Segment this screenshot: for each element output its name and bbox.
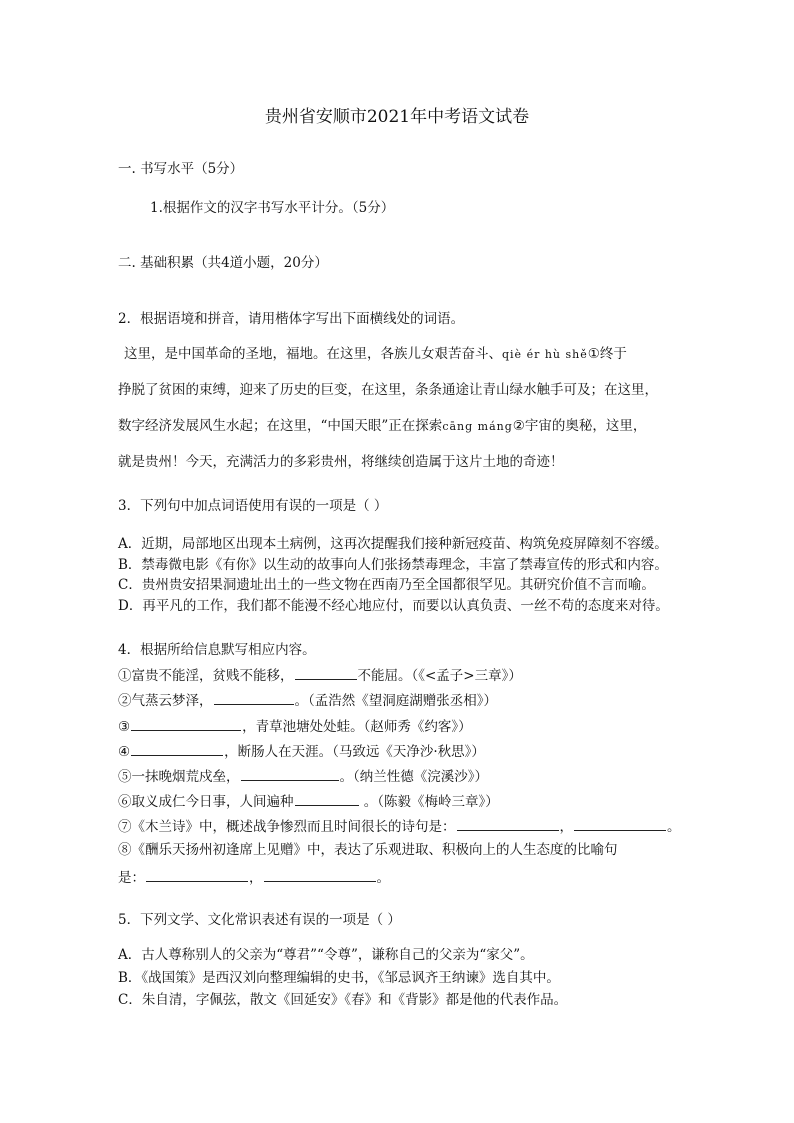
answer-blank[interactable] — [295, 791, 359, 806]
fill-text: 不能屈。（《<孟子>三章》） — [357, 668, 522, 684]
section1-heading: 一. 书写水平（5分） — [118, 161, 244, 177]
answer-blank[interactable] — [214, 690, 294, 705]
pinyin-1: qiè ér hù shě — [502, 348, 588, 361]
fill-text: ， — [249, 870, 263, 886]
answer-blank[interactable] — [457, 816, 559, 831]
question-5-option-a: A．古人尊称别人的父亲为“尊君”“令尊”，谦称自己的父亲为“家父”。 — [118, 947, 534, 963]
fill-line-2 — [118, 690, 497, 710]
fill-line-5 — [118, 766, 488, 786]
fill-line-8-continued — [118, 867, 390, 887]
question-3-prompt: 3．下列句中加点词语使用有误的一项是（ ） — [118, 498, 388, 514]
fill-text: ④ — [118, 744, 131, 760]
question-3-option-c: C．贵州贵安招果洞遗址出土的一些文物在西南乃至全国都很罕见。其研究价值不言而喻。 — [118, 577, 655, 593]
pinyin-2: cāng máng — [442, 420, 513, 433]
answer-blank[interactable] — [131, 716, 241, 731]
fill-line-1 — [118, 665, 522, 685]
fill-line-7 — [118, 816, 681, 836]
question-3-option-b: B．禁毒微电影《有你》以生动的故事向人们张扬禁毒理念，丰富了禁毒宣传的形式和内容。 — [118, 557, 668, 573]
question-3-option-d: D．再平凡的工作，我们都不能漫不经心地应付，而要以认真负责、一丝不苟的态度来对待。 — [118, 598, 669, 614]
fill-text: 。（陈毅《梅岭三章》） — [359, 794, 499, 810]
passage-text: 这里，是中国革命的圣地，福地。在这里，各族儿女艰苦奋斗、 — [124, 346, 502, 362]
question-5-prompt: 5．下列文学、文化常识表述有误的一项是（ ） — [118, 912, 401, 928]
fill-text: ⑤一抹晚烟荒戍垒， — [118, 769, 240, 785]
page-title: 贵州省安顺市2021年中考语文试卷 — [264, 107, 530, 127]
fill-line-3 — [118, 716, 472, 736]
fill-text: ， — [559, 819, 573, 835]
fill-text: ②气蒸云梦泽， — [118, 693, 213, 709]
fill-text: ，青草池塘处处蛙。（赵师秀《约客》） — [242, 719, 472, 735]
question-2-prompt: 2．根据语境和拼音，请用楷体字写出下面横线处的词语。 — [118, 311, 465, 327]
question-3-option-a: A．近期，局部地区出现本土病例，这再次提醒我们接种新冠疫苗、构筑免疫屏障刻不容缓。 — [118, 536, 668, 552]
question-5-option-c: C．朱自清，字佩弦，散文《回延安》《春》和《背影》都是他的代表作品。 — [118, 992, 568, 1008]
answer-blank[interactable] — [264, 867, 376, 882]
fill-line-4 — [118, 741, 485, 761]
fill-text: ⑦《木兰诗》中，概述战争惨烈而且时间很长的诗句是： — [118, 819, 456, 835]
fill-text: ①富贵不能淫，贫贱不能移， — [118, 668, 294, 684]
question-2-passage-line-1 — [124, 345, 627, 364]
fill-line-8: ⑧《酬乐天扬州初逢席上见赠》中，表达了乐观进取、积极向上的人生态度的比喻句 — [118, 842, 618, 858]
answer-blank[interactable] — [241, 766, 339, 781]
question-4-prompt: 4．根据所给信息默写相应内容。 — [118, 642, 316, 658]
passage-text: ②宇宙的奥秘，这里， — [512, 418, 647, 434]
fill-text: 。（孟浩然《望洞庭湖赠张丞相》） — [294, 693, 497, 709]
fill-text: ③ — [118, 719, 131, 735]
question-2-passage-line-4: 就是贵州！今天，充满活力的多彩贵州，将继续创造属于这片土地的奇迹！ — [118, 454, 564, 470]
answer-blank[interactable] — [146, 867, 248, 882]
fill-text: 。 — [376, 870, 390, 886]
question-2-passage-line-3 — [118, 417, 646, 436]
fill-text: 。（纳兰性德《浣溪沙》） — [339, 769, 488, 785]
answer-blank[interactable] — [131, 741, 223, 756]
fill-text: 是： — [118, 870, 145, 886]
question-1: 1.根据作文的汉字书写水平计分。（5分） — [150, 200, 395, 216]
fill-text: ，断肠人在天涯。（马致远《天净沙·秋思》） — [224, 744, 485, 760]
passage-text: 数字经济发展风生水起；在这里，“中国天眼”正在探索 — [118, 418, 443, 434]
fill-text: 。 — [667, 819, 681, 835]
fill-text: ⑥取义成仁今日事，人间遍种 — [118, 794, 294, 810]
passage-text: ①终于 — [587, 346, 627, 362]
section2-heading: 二. 基础积累（共4道小题，20分） — [118, 255, 328, 271]
answer-blank[interactable] — [574, 816, 666, 831]
answer-blank[interactable] — [295, 665, 357, 680]
fill-line-6 — [118, 791, 499, 811]
question-2-passage-line-2: 挣脱了贫困的束缚，迎来了历史的巨变，在这里，条条通途让青山绿水触手可及；在这里， — [118, 382, 658, 398]
question-5-option-b: B．《战国策》是西汉刘向整理编辑的史书，《邹忌讽齐王纳谏》选自其中。 — [118, 970, 560, 986]
